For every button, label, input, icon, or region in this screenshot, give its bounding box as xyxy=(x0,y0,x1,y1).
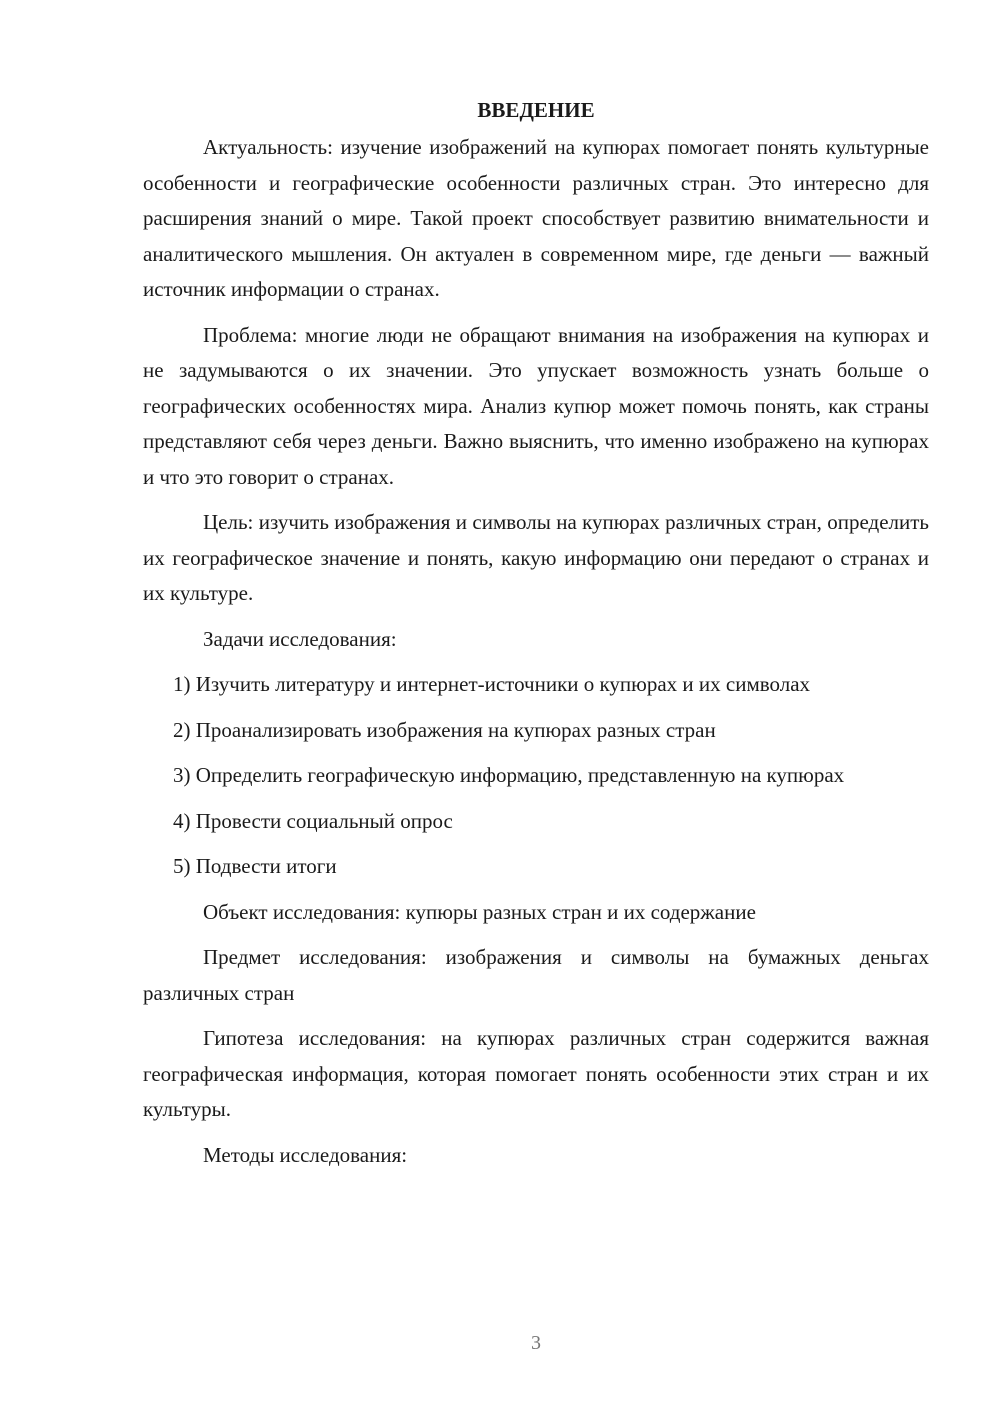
hypothesis-paragraph: Гипотеза исследования: на купюрах различных стран содержится важная географическая информация, которая помогает понять особенности этих стран и их культуры. xyxy=(143,1026,929,1121)
task-item: 4) Провести социальный опрос xyxy=(173,808,453,833)
goal-paragraph: Цель: изучить изображения и символы на купюрах различных стран, определить их географическое значение и понять, какую информацию они передают о странах и их культуре. xyxy=(143,510,929,605)
task-item: 1) Изучить литературу и интернет-источники о купюрах и их символах xyxy=(173,672,811,696)
methods-heading: Методы исследования: xyxy=(203,1142,408,1167)
document-page xyxy=(143,93,929,1183)
object-paragraph: Объект исследования: купюры разных стран и их содержание xyxy=(203,899,756,924)
task-item: 2) Проанализировать изображения на купюрах разных стран xyxy=(173,717,716,742)
page-number: 3 xyxy=(531,1332,541,1354)
relevance-paragraph: Актуальность: изучение изображений на купюрах помогает понять культурные особенности и географические особенности различных стран. Это интересно для расширения знаний о мире. Такой проект способствует развитию внимательности и аналитического мышления. Он актуален в современном мире, где деньги — важный источник информации о странах. xyxy=(143,135,929,301)
tasks-heading: Задачи исследования: xyxy=(203,626,397,651)
task-item: 3) Определить географическую информацию, представленную на купюрах xyxy=(173,763,845,787)
subject-paragraph: Предмет исследования: изображения и символы на бумажных деньгах различных стран xyxy=(143,945,929,1005)
problem-paragraph: Проблема: многие люди не обращают внимания на изображения на купюрах и не задумываются о их значении. Это упускает возможность узнать больше о географических особенностях мира. Анализ купюр может помочь понять, как страны представляют себя через деньги. Важно выяснить, что именно изображено на купюрах и что это говорит о странах. xyxy=(143,322,929,489)
document-title: ВВЕДЕНИЕ xyxy=(477,98,595,122)
task-item: 5) Подвести итоги xyxy=(173,854,337,878)
